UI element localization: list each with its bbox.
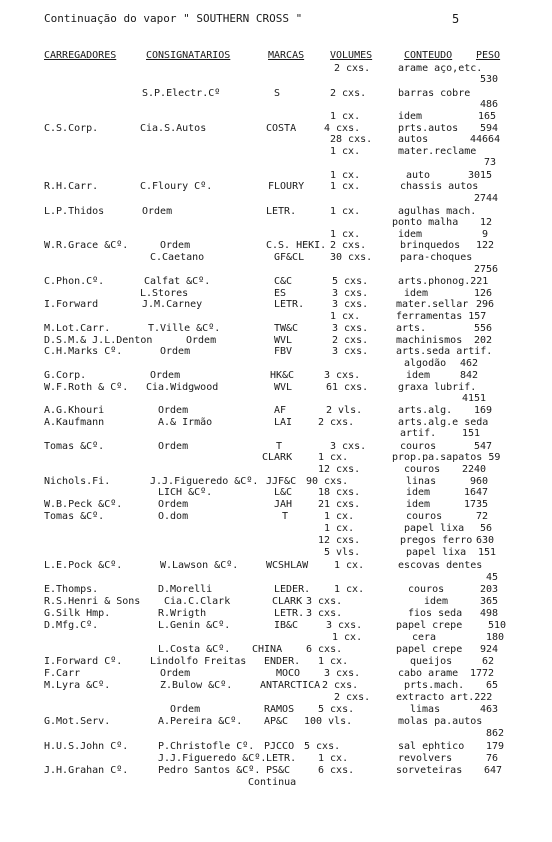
manifest-cell: T [276,441,283,452]
manifest-cell: 2 cxs. [334,63,371,74]
manifest-cell: 296 [476,299,495,310]
manifest-cell: 61 cxs. [326,382,369,393]
manifest-cell: G.Silk Hmp. [44,608,111,619]
manifest-cell: 1 cx. [330,146,361,157]
manifest-cell: 180 [486,632,505,643]
manifest-cell: limas [410,704,441,715]
manifest-cell: papel crepe [396,644,463,655]
manifest-cell: 12 [480,217,493,228]
manifest-cell: graxa lubrif. [398,382,477,393]
manifest-cell: J.J.Figueredo &Cº. [158,753,267,764]
manifest-cell: A.& Irmão [158,417,213,428]
manifest-cell: W.B.Peck &Cº. [44,499,123,510]
manifest-cell: P.Christofle Cº. [158,741,255,752]
manifest-cell: pregos ferro [400,535,473,546]
manifest-cell: 4 cxs. [324,123,361,134]
manifest-cell: WVL [274,382,293,393]
manifest-cell: L&C [274,487,293,498]
manifest-cell: Ordem [158,405,189,416]
page-number: 5 [452,12,460,26]
manifest-cell: para-choques [400,252,473,263]
manifest-cell: C.Caetano [150,252,205,263]
manifest-cell: 73 [484,157,497,168]
manifest-cell: 2 cxs. [330,240,367,251]
manifest-cell: auto [406,170,431,181]
manifest-cell: Pedro Santos &Cº. [158,765,261,776]
manifest-cell: mater.sellar [396,299,469,310]
manifest-cell: PJCCO [264,741,295,752]
manifest-cell: WCSHLAW [266,560,309,571]
manifest-cell: ponto malha [392,217,459,228]
manifest-cell: C.Floury Cº. [140,181,213,192]
manifest-cell: artif. [400,428,437,439]
manifest-cell: Ordem [158,441,189,452]
manifest-cell: GF&CL [274,252,305,263]
manifest-cell: A.Pereira &Cº. [158,716,243,727]
manifest-cell: 1 cx. [330,206,361,217]
manifest-cell: Ordem [170,704,201,715]
manifest-cell: 76 [486,753,499,764]
manifest-cell: ENDER. [264,656,301,667]
manifest-cell: Lindolfo Freitas [150,656,247,667]
manifest-cell: Ordem [150,370,181,381]
manifest-cell: 56 [480,523,493,534]
manifest-cell: arts.seda artif. [396,346,493,357]
manifest-cell: 151 [478,547,497,558]
manifest-cell: couros [408,584,445,595]
manifest-cell: idem [424,596,449,607]
manifest-cell: 12 cxs. [318,535,361,546]
manifest-cell: PS&C [266,765,291,776]
manifest-cell: LETR. [274,608,305,619]
manifest-cell: IB&C [274,620,299,631]
manifest-cell: 1 cx. [324,523,355,534]
manifest-cell: 169 [474,405,493,416]
manifest-cell: 3 cxs. [332,346,369,357]
manifest-cell: 547 [474,441,493,452]
manifest-cell: 122 [476,240,495,251]
manifest-cell: 2 cxs. [322,680,359,691]
manifest-cell: HK&C [270,370,295,381]
manifest-cell: AF [274,405,287,416]
manifest-cell: D.S.M.& J.L.Denton [44,335,153,346]
manifest-cell: queijos [410,656,453,667]
manifest-cell: 960 [470,476,489,487]
manifest-cell: W.Lawson &Cº. [160,560,239,571]
manifest-cell: 2 cxs. [330,88,367,99]
manifest-cell: Ordem [160,240,191,251]
manifest-cell: 203 [480,584,499,595]
manifest-cell: 5 cxs. [318,704,355,715]
manifest-cell: 1 cx. [330,181,361,192]
manifest-cell: 5 cxs. [304,741,341,752]
manifest-cell: cabo arame [398,668,459,679]
manifest-cell: 5 vls. [324,547,361,558]
manifest-cell: M.Lyra &Cº. [44,680,111,691]
manifest-cell: 30 cxs. [330,252,373,263]
manifest-cell: sal ephtico [398,741,465,752]
manifest-cell: 1 cx. [318,656,349,667]
manifest-cell: Tomas &Cº. [44,511,105,522]
manifest-cell: escovas dentes [398,560,483,571]
manifest-cell: papel crepe [396,620,463,631]
manifest-cell: R.S.Henri & Sons [44,596,141,607]
manifest-cell: machinismos [396,335,463,346]
manifest-cell: 862 [486,728,505,739]
manifest-cell: WVL [274,335,293,346]
manifest-cell: J.H.Grahan Cº. [44,765,129,776]
manifest-cell: 165 [478,111,497,122]
manifest-cell: ferramentas 157 [396,311,487,322]
footer-continua: Continua [248,777,297,788]
manifest-cell: 3 cxs. [324,370,361,381]
manifest-cell: idem [406,487,431,498]
manifest-cell: 179 [486,741,505,752]
manifest-cell: 65 [486,680,499,691]
manifest-cell: papel lixa [404,523,465,534]
manifest-cell: 1647 [464,487,489,498]
manifest-cell: 1 cx. [330,311,361,322]
manifest-cell: J.M.Carney [142,299,203,310]
manifest-cell: 2744 [474,193,499,204]
manifest-cell: Cia.S.Autos [140,123,207,134]
manifest-cell: 3 cxs. [324,668,361,679]
manifest-cell: Ordem [142,206,173,217]
manifest-cell: COSTA [266,123,297,134]
manifest-cell: idem [398,111,423,122]
manifest-cell: 3 cxs. [306,596,343,607]
manifest-cell: 3 cxs. [330,441,367,452]
manifest-cell: A.Kaufmann [44,417,105,428]
manifest-cell: 90 cxs. [306,476,349,487]
manifest-cell: 45 [486,572,499,583]
manifest-cell: 530 [480,74,499,85]
column-header-carregadores: CARREGADORES [44,50,117,61]
manifest-cell: H.U.S.John Cº. [44,741,129,752]
manifest-cell: G.Mot.Serv. [44,716,111,727]
manifest-cell: 2 cxs. [332,335,369,346]
manifest-cell: autos [398,134,429,145]
manifest-cell: 21 cxs. [318,499,361,510]
column-header-conteudo: CONTEUDO [404,50,453,61]
manifest-cell: 1 cx. [330,170,361,181]
manifest-cell: papel lixa [406,547,467,558]
manifest-cell: D.Mfg.Cº. [44,620,99,631]
column-header-peso: PESO [476,50,501,61]
manifest-cell: revolvers [398,753,453,764]
manifest-cell: Tomas &Cº. [44,441,105,452]
manifest-cell: 18 cxs. [318,487,361,498]
manifest-cell: 647 [484,765,503,776]
manifest-cell: 62 [482,656,495,667]
manifest-cell: molas pa.autos [398,716,483,727]
manifest-cell: W.F.Roth & Cº. [44,382,129,393]
manifest-cell: ANTARCTICA [260,680,321,691]
manifest-cell: 1 cx. [334,560,365,571]
manifest-cell: 2 vls. [326,405,363,416]
manifest-cell: O.dom [158,511,189,522]
manifest-cell: extracto art.222 [396,692,493,703]
manifest-cell: Ordem [158,499,189,510]
manifest-cell: L.E.Pock &Cº. [44,560,123,571]
manifest-cell: 5 cxs. [332,276,369,287]
manifest-cell: 630 [476,535,495,546]
manifest-cell: R.H.Carr. [44,181,99,192]
manifest-cell: 28 cxs. [330,134,373,145]
manifest-cell: mater.reclame [398,146,477,157]
manifest-cell: 9 [482,229,489,240]
manifest-cell: 3 cxs. [332,299,369,310]
manifest-cell: 1 cx. [330,111,361,122]
manifest-cell: 1 cx. [330,229,361,240]
manifest-cell: 3 cxs. [306,608,343,619]
manifest-cell: prts.mach. [404,680,465,691]
manifest-cell: cera [412,632,437,643]
manifest-cell: S [274,88,281,99]
manifest-cell: 1772 [470,668,495,679]
manifest-cell: CHINA [252,644,283,655]
manifest-cell: 100 vls. [304,716,353,727]
manifest-cell: ES [274,288,287,299]
manifest-cell: L.P.Thidos [44,206,105,217]
manifest-cell: arame aço,etc. [398,63,483,74]
manifest-cell: A.G.Khouri [44,405,105,416]
manifest-cell: algodão [404,358,447,369]
column-header-marcas: MARCAS [268,50,305,61]
manifest-cell: 2 cxs. [334,692,371,703]
manifest-cell: 6 cxs. [318,765,355,776]
manifest-cell: idem [406,499,431,510]
manifest-cell: RAMOS [264,704,295,715]
manifest-cell: 44664 [470,134,501,145]
manifest-cell: 202 [474,335,493,346]
manifest-cell: Nichols.Fi. [44,476,111,487]
manifest-cell: C.Phon.Cº. [44,276,105,287]
manifest-cell: JJF&C [266,476,297,487]
manifest-cell: LEDER. [274,584,311,595]
manifest-cell: LAI [274,417,293,428]
manifest-cell: 4151 [462,393,487,404]
manifest-cell: G.Corp. [44,370,87,381]
manifest-cell: 486 [480,99,499,110]
manifest-cell: Z.Bulow &Cº. [160,680,233,691]
manifest-cell: S.P.Electr.Cº [142,88,221,99]
manifest-cell: D.Morelli [158,584,213,595]
manifest-cell: 3 cxs. [332,288,369,299]
manifest-cell: idem [406,370,431,381]
manifest-cell: C&C [274,276,293,287]
manifest-cell: 3015 [468,170,493,181]
manifest-cell: idem [404,288,429,299]
manifest-cell: Ordem [186,335,217,346]
manifest-cell: 1 cx. [324,511,355,522]
manifest-cell: L.Costa &Cº. [158,644,231,655]
manifest-cell: CLARK [262,452,293,463]
manifest-cell: 2240 [462,464,487,475]
manifest-cell: 1 cx. [332,632,363,643]
manifest-cell: 6 cxs. [306,644,343,655]
manifest-cell: I.Forward Cº. [44,656,123,667]
manifest-cell: barras cobre [398,88,471,99]
manifest-cell: 556 [474,323,493,334]
column-header-volumes: VOLUMES [330,50,373,61]
manifest-cell: Cia.Widgwood [146,382,219,393]
manifest-cell: I.Forward [44,299,99,310]
manifest-cell: idem [398,229,423,240]
manifest-cell: 126 [474,288,493,299]
manifest-cell: TW&C [274,323,299,334]
manifest-cell: arts.phonog.221 [398,276,489,287]
manifest-cell: 151 [462,428,481,439]
manifest-cell: fios seda [408,608,463,619]
manifest-cell: CLARK [272,596,303,607]
manifest-cell: couros [406,511,443,522]
manifest-cell: couros [404,464,441,475]
manifest-cell: 1 cx. [318,753,349,764]
manifest-cell: C.S. HEKI. [266,240,327,251]
manifest-cell: prop.pa.sapatos 59 [392,452,501,463]
manifest-cell: 924 [480,644,499,655]
manifest-cell: 463 [480,704,499,715]
manifest-cell: T [282,511,289,522]
manifest-cell: C.H.Marks Cº. [44,346,123,357]
manifest-cell: 462 [460,358,479,369]
manifest-cell: 1 cx. [334,584,365,595]
manifest-cell: linas [406,476,437,487]
manifest-cell: T.Ville &Cº. [148,323,221,334]
manifest-cell: M.Lot.Carr. [44,323,111,334]
manifest-cell: L.Genin &Cº. [158,620,231,631]
manifest-cell: Ordem [160,668,191,679]
manifest-cell: LICH &Cº. [158,487,213,498]
manifest-cell: chassis autos [400,181,479,192]
manifest-cell: prts.autos [398,123,459,134]
manifest-cell: MOCO [276,668,301,679]
manifest-cell: Ordem [160,346,191,357]
manifest-cell: FBV [274,346,293,357]
manifest-cell: Cia.C.Clark [164,596,231,607]
manifest-cell: 3 cxs. [332,323,369,334]
manifest-cell: 1 cx. [318,452,349,463]
manifest-cell: arts.alg.e seda [398,417,489,428]
manifest-cell: 3 cxs. [326,620,363,631]
manifest-cell: LETR. [266,206,297,217]
manifest-cell: brinquedos [400,240,461,251]
manifest-cell: 842 [460,370,479,381]
manifest-cell: 2 cxs. [318,417,355,428]
manifest-cell: 365 [480,596,499,607]
manifest-cell: arts. [396,323,427,334]
manifest-cell: J.J.Figueredo &Cº. [150,476,259,487]
manifest-cell: agulhas mach. [398,206,477,217]
manifest-cell: 2756 [474,264,499,275]
manifest-cell: 1735 [464,499,489,510]
page-header: Continuação do vapor " SOUTHERN CROSS " [44,12,303,25]
manifest-cell: 510 [488,620,507,631]
manifest-cell: E.Thomps. [44,584,99,595]
manifest-cell: FLOURY [268,181,305,192]
manifest-cell: 498 [480,608,499,619]
manifest-cell: LETR. [274,299,305,310]
manifest-cell: 72 [476,511,489,522]
manifest-cell: AP&C [264,716,289,727]
column-header-consignatarios: CONSIGNATARIOS [146,50,231,61]
manifest-cell: C.S.Corp. [44,123,99,134]
manifest-cell: 12 cxs. [318,464,361,475]
manifest-cell: L.Stores [140,288,189,299]
manifest-cell: F.Carr [44,668,81,679]
manifest-cell: sorveteiras [396,765,463,776]
manifest-cell: Calfat &Cº. [144,276,211,287]
manifest-cell: arts.alg. [398,405,453,416]
manifest-cell: LETR. [266,753,297,764]
manifest-cell: W.R.Grace &Cº. [44,240,129,251]
manifest-cell: JAH [274,499,293,510]
manifest-cell: couros [400,441,437,452]
manifest-cell: 594 [480,123,499,134]
manifest-cell: R.Wrigth [158,608,207,619]
